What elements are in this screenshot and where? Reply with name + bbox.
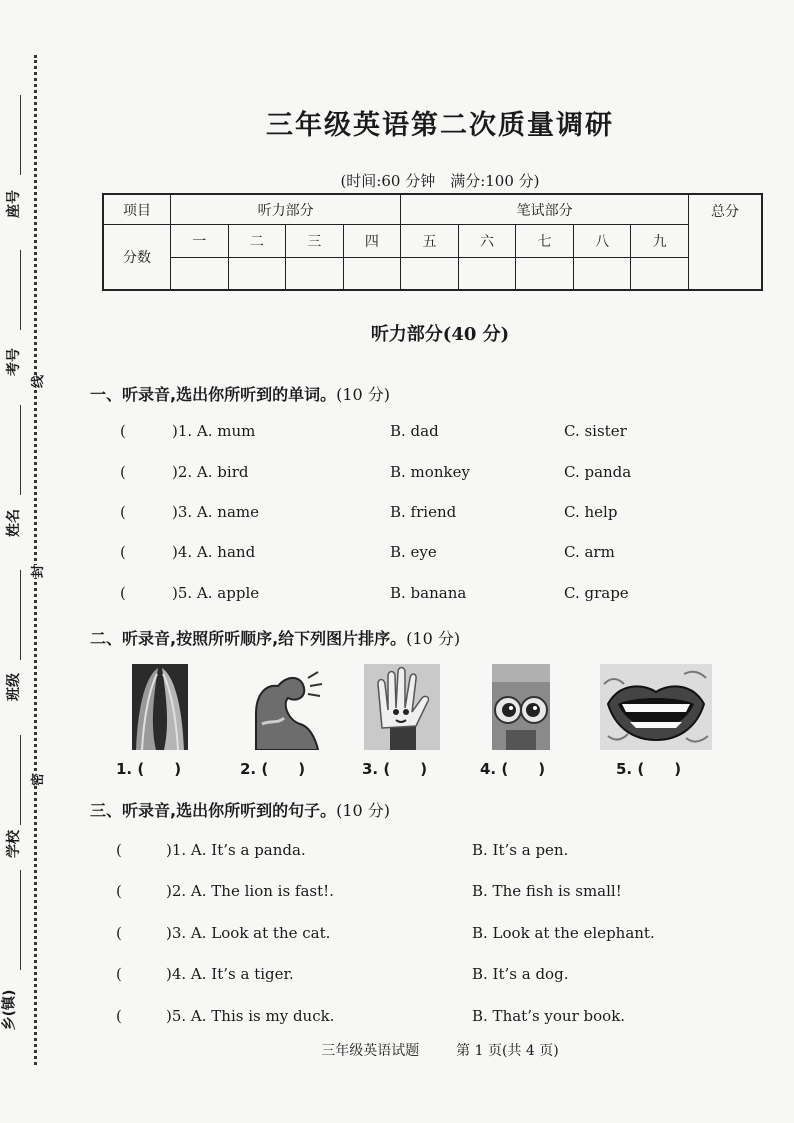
q2-title [90,626,460,649]
picture-1-label: 1. ( ) [116,760,182,778]
option-a: )2. A. The lion is fast!. [166,882,334,900]
exam-info: (时间:60 分钟 满分:100 分) [340,172,540,190]
answer-paren[interactable]: ( [120,543,126,561]
score-row-label: 分数 [103,225,171,290]
answer-paren[interactable]: ( [120,463,126,481]
score-cell[interactable] [401,257,459,290]
option-c: C. panda [564,463,632,481]
q1-title-text: 一、听录音,选出你所听到的单词。 [90,385,337,404]
picture-5-label: 5. ( ) [616,760,682,778]
name-line [20,405,21,495]
option-b: B. It’s a dog. [472,965,569,983]
section-number: 一 [171,225,229,258]
town-line [20,870,21,970]
answer-paren[interactable]: ( [116,1007,122,1025]
q3-title [90,798,390,821]
section-number: 七 [516,225,574,258]
score-table [102,193,763,291]
written-header: 笔试部分 [401,194,689,225]
arm-picture [248,664,324,750]
picture-3-label: 3. ( ) [362,760,428,778]
score-cell[interactable] [458,257,516,290]
seat-number-label: 座号 [6,190,22,218]
hand-picture [364,664,440,750]
answer-paren[interactable]: ( [120,584,126,602]
answer-paren[interactable]: ( [120,503,126,521]
score-cell[interactable] [228,257,286,290]
footer-subject: 三年级英语试题 [321,1043,420,1059]
seal-mark-seal: 封 [25,565,48,578]
answer-paren[interactable]: ( [116,882,122,900]
option-b: B. monkey [390,463,470,481]
class-line [20,570,21,660]
q2-points: (10 分) [406,629,461,648]
name-label: 姓名 [6,509,22,537]
answer-paren[interactable]: ( [116,924,122,942]
option-c: C. grape [564,584,629,602]
option-b: B. It’s a pen. [472,841,569,859]
option-a: )1. A. mum [172,422,256,440]
ears-picture [132,664,188,750]
option-b: B. That’s your book. [472,1007,626,1025]
option-a: )5. A. This is my duck. [166,1007,335,1025]
answer-paren[interactable]: ( [120,422,126,440]
option-c: C. help [564,503,618,521]
page-footer [0,1040,794,1060]
answer-paren[interactable]: ( [116,841,122,859]
score-cell[interactable] [343,257,401,290]
section-number: 六 [458,225,516,258]
page-title: 三年级英语第二次质量调研 [266,110,614,141]
exam-number-line [20,250,21,330]
section-number: 五 [401,225,459,258]
q2-title-text: 二、听录音,按照所听顺序,给下列图片排序。 [90,629,407,648]
option-b: B. dad [390,422,439,440]
q3-title-text: 三、听录音,选出你所听到的句子。 [90,801,337,820]
seal-mark-secret: 密 [25,773,48,786]
school-label: 学校 [6,830,22,858]
option-b: B. eye [390,543,437,561]
exam-number-label: 考号 [6,348,22,376]
seal-mark-line: 线 [25,375,48,388]
q3-points: (10 分) [336,801,391,820]
option-a: )3. A. name [172,503,260,521]
option-a: )5. A. apple [172,584,260,602]
q1-title [90,382,390,405]
picture-2-label: 2. ( ) [240,760,306,778]
score-cell[interactable] [516,257,574,290]
section-number: 二 [228,225,286,258]
item-header: 项目 [103,194,171,225]
town-label: 乡(镇) [1,989,18,1031]
eyes-picture [492,664,550,750]
mouth-picture [600,664,712,750]
option-b: B. banana [390,584,467,602]
option-a: )4. A. It’s a tiger. [166,965,294,983]
option-b: B. The fish is small! [472,882,622,900]
option-b: B. Look at the elephant. [472,924,655,942]
section-number: 九 [631,225,689,258]
option-b: B. friend [390,503,457,521]
section-number: 四 [343,225,401,258]
section-number: 八 [573,225,631,258]
section-number: 三 [286,225,344,258]
class-label: 班级 [6,673,22,701]
score-cell[interactable] [631,257,689,290]
score-cell[interactable] [573,257,631,290]
listening-heading: 听力部分(40 分) [370,324,510,345]
answer-paren[interactable]: ( [116,965,122,983]
score-cell[interactable] [286,257,344,290]
picture-4-label: 4. ( ) [480,760,546,778]
binding-dotted-line [34,55,37,1065]
q2-pictures [110,664,730,784]
option-a: )4. A. hand [172,543,256,561]
footer-page-number: 第 1 页(共 4 页) [456,1043,559,1059]
option-a: )2. A. bird [172,463,249,481]
score-cell[interactable] [171,257,229,290]
option-a: )3. A. Look at the cat. [166,924,331,942]
listening-header: 听力部分 [171,194,401,225]
option-c: C. sister [564,422,627,440]
school-line [20,735,21,825]
option-a: )1. A. It’s a panda. [166,841,306,859]
total-header: 总分 [689,194,763,290]
option-c: C. arm [564,543,615,561]
q1-points: (10 分) [336,385,391,404]
